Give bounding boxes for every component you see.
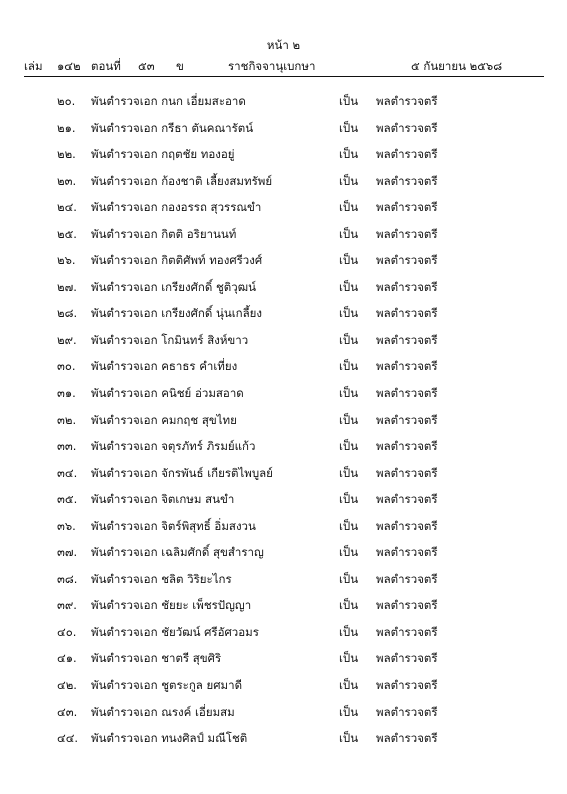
- gazette-title: ราชกิจจานุเบกษา: [228, 59, 316, 73]
- officer-name: พันตำรวจเอก คมกฤช สุขไทย: [91, 412, 237, 427]
- appointment-verb: เป็น: [339, 731, 359, 746]
- officer-name: พันตำรวจเอก โกมินทร์ สิงห์ขาว: [91, 332, 249, 347]
- appointment-verb: เป็น: [339, 306, 359, 321]
- new-rank: พลตำรวจตรี: [376, 306, 438, 321]
- appointment-list: [0, 92, 567, 756]
- list-item: [0, 357, 567, 384]
- new-rank: พลตำรวจตรี: [376, 439, 438, 454]
- list-item: [0, 437, 567, 464]
- new-rank: พลตำรวจตรี: [376, 731, 438, 746]
- appointment-verb: เป็น: [339, 571, 359, 586]
- entry-number: ๓๐.: [57, 359, 76, 374]
- appointment-verb: เป็น: [339, 518, 359, 533]
- appointment-verb: เป็น: [339, 279, 359, 294]
- list-item: [0, 676, 567, 703]
- officer-name: พันตำรวจเอก กิตติ อริยานนท์: [91, 226, 237, 241]
- volume-label: เล่ม: [24, 59, 43, 73]
- appointment-verb: เป็น: [339, 332, 359, 347]
- entry-number: ๒๘.: [57, 306, 78, 321]
- officer-name: พันตำรวจเอก ชาตรี สุขศิริ: [91, 651, 222, 666]
- new-rank: พลตำรวจตรี: [376, 651, 438, 666]
- list-item: [0, 517, 567, 544]
- list-item: [0, 119, 567, 146]
- entry-number: ๔๒.: [57, 678, 77, 693]
- entry-number: ๓๑.: [57, 386, 76, 401]
- appointment-verb: เป็น: [339, 678, 359, 693]
- entry-number: ๓๒.: [57, 412, 77, 427]
- appointment-verb: เป็น: [339, 412, 359, 427]
- entry-number: ๒๐.: [57, 94, 76, 108]
- header-divider: [24, 76, 544, 77]
- appointment-verb: เป็น: [339, 624, 359, 639]
- entry-number: ๒๗.: [57, 279, 77, 294]
- list-item: [0, 304, 567, 331]
- entry-number: ๒๕.: [57, 226, 77, 241]
- officer-name: พันตำรวจเอก จักรพันธ์ เกียรติไพบูลย์: [91, 465, 273, 480]
- officer-name: พันตำรวจเอก จิตร์พิสุทธิ์ อิ่มสงวน: [91, 518, 256, 533]
- officer-name: พันตำรวจเอก กรีธา ตันคณารัตน์: [91, 120, 254, 135]
- new-rank: พลตำรวจตรี: [376, 279, 438, 294]
- appointment-verb: เป็น: [339, 94, 359, 108]
- new-rank: พลตำรวจตรี: [376, 598, 438, 613]
- appointment-verb: เป็น: [339, 200, 359, 215]
- entry-number: ๓๓.: [57, 439, 77, 454]
- officer-name: พันตำรวจเอก เกรียงศักดิ์ ชูติวุฒน์: [91, 279, 256, 294]
- new-rank: พลตำรวจตรี: [376, 94, 438, 108]
- officer-name: พันตำรวจเอก กิตติศัพท์ ทองศรีวงศ์: [91, 253, 263, 268]
- entry-number: ๒๒.: [57, 147, 76, 162]
- new-rank: พลตำรวจตรี: [376, 200, 438, 215]
- officer-name: พันตำรวจเอก ก้องชาติ เลี้ยงสมทรัพย์: [91, 173, 273, 188]
- entry-number: ๓๔.: [57, 465, 78, 480]
- issue-label: ตอนที่: [91, 59, 121, 73]
- list-item: [0, 145, 567, 172]
- appointment-verb: เป็น: [339, 147, 359, 162]
- list-item: [0, 729, 567, 756]
- list-item: [0, 331, 567, 358]
- new-rank: พลตำรวจตรี: [376, 359, 438, 374]
- officer-name: พันตำรวจเอก คธาธร คำเที่ยง: [91, 359, 238, 374]
- list-item: [0, 92, 567, 119]
- appointment-verb: เป็น: [339, 651, 359, 666]
- appointment-verb: เป็น: [339, 492, 359, 507]
- officer-name: พันตำรวจเอก ชูตระกูล ยศมาดี: [91, 678, 243, 693]
- new-rank: พลตำรวจตรี: [376, 545, 438, 560]
- entry-number: ๒๑.: [57, 120, 76, 135]
- officer-name: พันตำรวจเอก ชัยยะ เพ็ชรปัญญา: [91, 598, 252, 613]
- list-item: [0, 649, 567, 676]
- appointment-verb: เป็น: [339, 173, 359, 188]
- new-rank: พลตำรวจตรี: [376, 173, 438, 188]
- officer-name: พันตำรวจเอก คนิชย์ อ่วมสอาด: [91, 386, 244, 401]
- issue-number: ๕๓: [138, 59, 155, 73]
- appointment-verb: เป็น: [339, 253, 359, 268]
- appointment-verb: เป็น: [339, 704, 359, 719]
- list-item: [0, 623, 567, 650]
- entry-number: ๔๐.: [57, 624, 77, 639]
- list-item: [0, 570, 567, 597]
- entry-number: ๔๓.: [57, 704, 78, 719]
- officer-name: พันตำรวจเอก ทนงศิลป์ มณีโชติ: [91, 731, 248, 746]
- appointment-verb: เป็น: [339, 120, 359, 135]
- list-item: [0, 278, 567, 305]
- officer-name: พันตำรวจเอก จิตเกษม สนขำ: [91, 492, 235, 507]
- officer-name: พันตำรวจเอก ณรงค์ เอี่ยมสม: [91, 704, 235, 719]
- gazette-header: [0, 59, 567, 75]
- list-item: [0, 172, 567, 199]
- list-item: [0, 411, 567, 438]
- new-rank: พลตำรวจตรี: [376, 120, 438, 135]
- list-item: [0, 464, 567, 491]
- new-rank: พลตำรวจตรี: [376, 704, 438, 719]
- appointment-verb: เป็น: [339, 226, 359, 241]
- new-rank: พลตำรวจตรี: [376, 678, 438, 693]
- list-item: [0, 225, 567, 252]
- entry-number: ๔๑.: [57, 651, 77, 666]
- new-rank: พลตำรวจตรี: [376, 571, 438, 586]
- new-rank: พลตำรวจตรี: [376, 465, 438, 480]
- officer-name: พันตำรวจเอก กนก เอี่ยมสะอาด: [91, 94, 246, 108]
- new-rank: พลตำรวจตรี: [376, 253, 438, 268]
- list-item: [0, 251, 567, 278]
- list-item: [0, 596, 567, 623]
- new-rank: พลตำรวจตรี: [376, 226, 438, 241]
- appointment-verb: เป็น: [339, 465, 359, 480]
- appointment-verb: เป็น: [339, 386, 359, 401]
- entry-number: ๓๘.: [57, 571, 78, 586]
- page-number: หน้า ๒: [266, 38, 301, 52]
- officer-name: พันตำรวจเอก เกรียงศักดิ์ นุ่นเกลี้ยง: [91, 306, 263, 321]
- officer-name: พันตำรวจเอก กองอรรถ สุวรรณขำ: [91, 200, 262, 215]
- entry-number: ๓๗.: [57, 545, 78, 560]
- list-item: [0, 490, 567, 517]
- entry-number: ๓๖.: [57, 518, 76, 533]
- list-item: [0, 198, 567, 225]
- list-item: [0, 543, 567, 570]
- entry-number: ๒๙.: [57, 332, 77, 347]
- list-item: [0, 384, 567, 411]
- appointment-verb: เป็น: [339, 359, 359, 374]
- appointment-verb: เป็น: [339, 598, 359, 613]
- list-item: [0, 703, 567, 730]
- entry-number: ๓๕.: [57, 492, 78, 507]
- entry-number: ๒๓.: [57, 173, 77, 188]
- new-rank: พลตำรวจตรี: [376, 147, 438, 162]
- appointment-verb: เป็น: [339, 439, 359, 454]
- entry-number: ๒๖.: [57, 253, 76, 268]
- officer-name: พันตำรวจเอก จตุรภัทร์ ภิรมย์แก้ว: [91, 439, 256, 454]
- entry-number: ๓๙.: [57, 598, 77, 613]
- publication-date: ๕ กันยายน ๒๕๖๘: [411, 59, 503, 73]
- entry-number: ๔๔.: [57, 731, 79, 746]
- officer-name: พันตำรวจเอก กฤตชัย ทองอยู่: [91, 147, 235, 162]
- officer-name: พันตำรวจเอก ชลิต วิริยะไกร: [91, 571, 232, 586]
- appointment-verb: เป็น: [339, 545, 359, 560]
- new-rank: พลตำรวจตรี: [376, 386, 438, 401]
- new-rank: พลตำรวจตรี: [376, 492, 438, 507]
- officer-name: พันตำรวจเอก เฉลิมศักดิ์ สุขสำราญ: [91, 545, 264, 560]
- entry-number: ๒๔.: [57, 200, 77, 215]
- new-rank: พลตำรวจตรี: [376, 332, 438, 347]
- new-rank: พลตำรวจตรี: [376, 412, 438, 427]
- volume-number: ๑๔๒: [57, 59, 81, 73]
- section-letter: ข: [176, 59, 184, 73]
- new-rank: พลตำรวจตรี: [376, 518, 438, 533]
- new-rank: พลตำรวจตรี: [376, 624, 438, 639]
- officer-name: พันตำรวจเอก ชัยวัฒน์ ศรีอัศวอมร: [91, 624, 259, 639]
